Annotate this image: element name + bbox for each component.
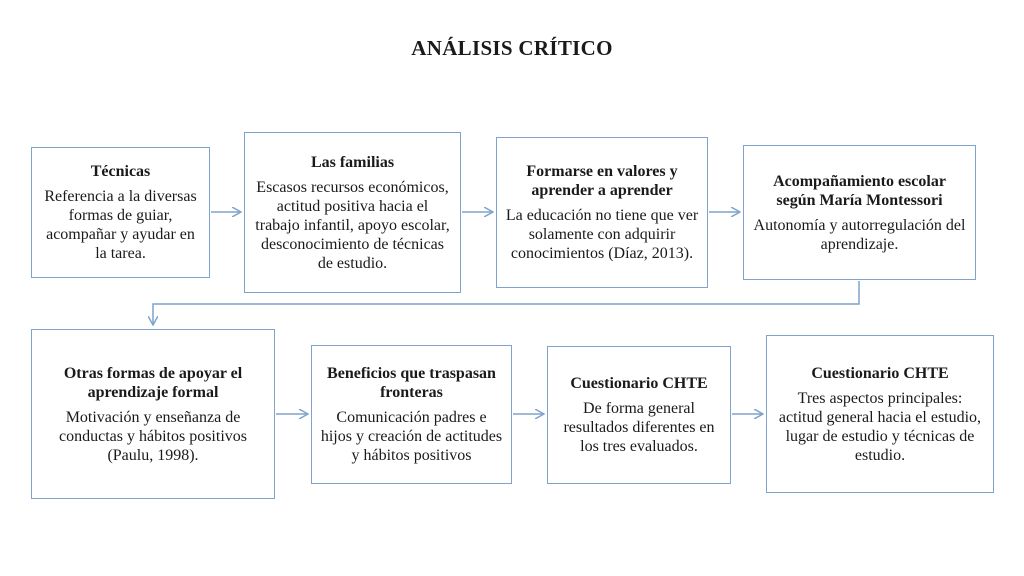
box-cuestionario-chte-2 bbox=[766, 335, 994, 493]
box-heading: Las familias bbox=[310, 153, 395, 171]
box-heading: Acompañamiento escolar según María Montessori bbox=[773, 172, 946, 209]
box-acompanamiento-escolar bbox=[743, 145, 976, 280]
box-body: La educación no tiene que ver solamente con adquirir conocimientos (Díaz, 2013). bbox=[505, 207, 699, 262]
box-formarse-en-valores bbox=[496, 137, 708, 288]
box-tecnicas bbox=[31, 147, 210, 278]
box-body: Referencia a la diversas formas de guiar, acompañar y ayudar en la tarea. bbox=[44, 188, 197, 262]
box-body: Motivación y enseñanza de conductas y hábitos positivos (Paulu, 1998). bbox=[59, 408, 247, 464]
box-heading: Cuestionario CHTE bbox=[570, 375, 708, 392]
box-heading: Cuestionario CHTE bbox=[811, 364, 949, 382]
box-heading: Beneficios que traspasan fronteras bbox=[327, 365, 496, 401]
box-body: Comunicación padres e hijos y creación de actitudes y hábitos positivos bbox=[320, 409, 503, 464]
box-otras-formas bbox=[31, 329, 275, 499]
box-las-familias bbox=[244, 132, 461, 293]
box-heading: Otras formas de apoyar el aprendizaje formal bbox=[63, 364, 243, 401]
box-body: Escasos recursos económicos, actitud positiva hacia el trabajo infantil, apoyo escolar, desconocimiento de técnicas de estudio. bbox=[255, 178, 450, 272]
page-title: ANÁLISIS CRÍTICO bbox=[411, 36, 613, 60]
box-heading: Técnicas bbox=[90, 163, 151, 180]
box-body: De forma general resultados diferentes en los tres evaluados. bbox=[563, 400, 715, 455]
box-body: Autonomía y autorregulación del aprendizaje. bbox=[753, 216, 966, 253]
box-heading: Formarse en valores y aprender a aprender bbox=[526, 163, 678, 199]
box-body: Tres aspectos principales: actitud general hacia el estudio, lugar de estudio y técnicas de estudio. bbox=[778, 389, 982, 464]
box-beneficios bbox=[311, 345, 512, 484]
box-cuestionario-chte-1 bbox=[547, 346, 731, 484]
